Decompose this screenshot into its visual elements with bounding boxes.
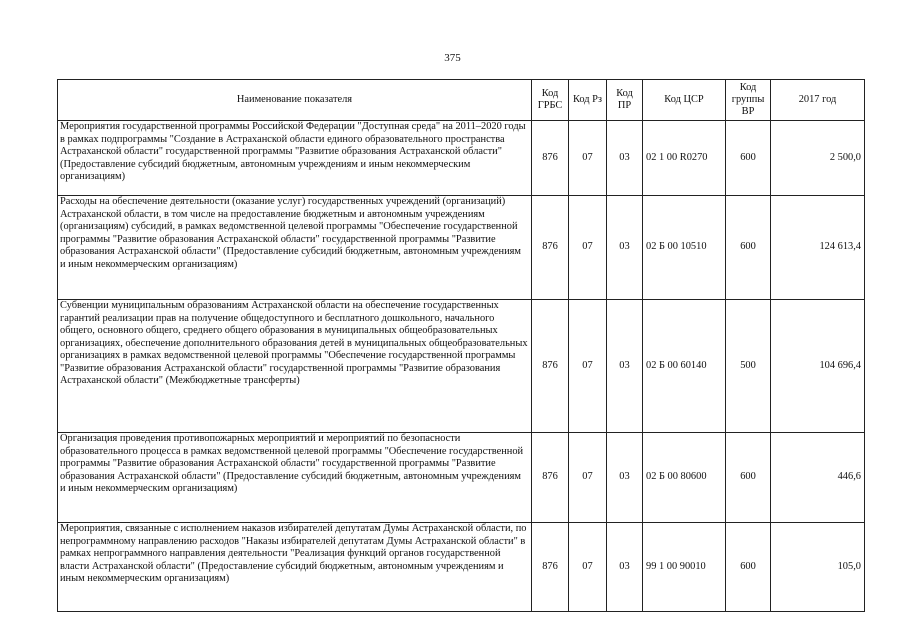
row-grbs: 876 (532, 196, 569, 300)
row-amount: 124 613,4 (771, 196, 865, 300)
table-row (58, 196, 865, 300)
row-amount: 104 696,4 (771, 300, 865, 433)
row-grbs: 876 (532, 300, 569, 433)
row-rz: 07 (569, 300, 607, 433)
row-pr: 03 (607, 523, 643, 612)
row-csr: 02 Б 00 60140 (643, 300, 726, 433)
row-csr: 02 Б 00 10510 (643, 196, 726, 300)
row-pr: 03 (607, 433, 643, 523)
row-vr: 600 (726, 196, 771, 300)
row-grbs: 876 (532, 523, 569, 612)
row-rz: 07 (569, 121, 607, 196)
table-header-row (58, 80, 865, 121)
row-name: Субвенции муниципальным образованиям Астраханской области на обеспечение государственных гарантий реализации прав на получение общедоступного и бесплатного дошкольного, начального общего, основного общего, среднего общего образования в муниципальных общеобразовательных организациях, обеспечение дополнительного образования детей в муниципальных общеобразовательных организациях в рамках ведомственной целевой программы "Обеспечение государственной программы "Развитие образования Астраханской области" государственной программы "Развитие образования Астраханской области" (Межбюджетные трансферты) (58, 300, 532, 433)
row-name: Расходы на обеспечение деятельности (оказание услуг) государственных учреждений (организаций) Астраханской области, в том числе на предоставление бюджетным и автономным учреждениям (организациям) субсидий, в рамках ведомственной целевой программы "Обеспечение государственной программы "Развитие образования Астраханской области" государственной программы "Развитие образования Астраханской области" (Предоставление субсидий бюджетным, автономным учреждениям и иным некоммерческим организациям) (58, 196, 532, 300)
row-pr: 03 (607, 121, 643, 196)
header-name: Наименование показателя (58, 80, 532, 121)
budget-table (57, 79, 865, 612)
row-grbs: 876 (532, 121, 569, 196)
row-name: Мероприятия государственной программы Российской Федерации "Доступная среда" на 2011–2020 годы в рамках подпрограммы "Создание в Астраханской области единого образовательного пространства Астраханской области" государственной программы "Развитие образования Астраханской области" (Предоставление субсидий бюджетным, автономным учреждениям и иным некоммерческим организациям) (58, 121, 532, 196)
row-rz: 07 (569, 523, 607, 612)
table-row (58, 433, 865, 523)
row-amount: 105,0 (771, 523, 865, 612)
row-grbs: 876 (532, 433, 569, 523)
row-name: Мероприятия, связанные с исполнением наказов избирателей депутатам Думы Астраханской области, по непрограммному направлению расходов "Наказы избирателей депутатам Думы Астраханской области" в рамках непрограммного направления деятельности "Реализация функций органов государственной власти Астраханской области" (Предоставление субсидий бюджетным, автономным учреждениям и иным некоммерческим организациям) (58, 523, 532, 612)
row-csr: 02 1 00 R0270 (643, 121, 726, 196)
row-vr: 600 (726, 523, 771, 612)
row-vr: 600 (726, 433, 771, 523)
row-pr: 03 (607, 196, 643, 300)
table-row (58, 300, 865, 433)
header-csr: Код ЦСР (643, 80, 726, 121)
row-csr: 02 Б 00 80600 (643, 433, 726, 523)
header-year: 2017 год (771, 80, 865, 121)
header-vr: Код группы ВР (726, 80, 771, 121)
row-rz: 07 (569, 196, 607, 300)
row-vr: 600 (726, 121, 771, 196)
header-rz: Код Рз (569, 80, 607, 121)
page-number: 375 (444, 52, 461, 64)
row-csr: 99 1 00 90010 (643, 523, 726, 612)
header-pr: Код ПР (607, 80, 643, 121)
row-rz: 07 (569, 433, 607, 523)
row-pr: 03 (607, 300, 643, 433)
row-vr: 500 (726, 300, 771, 433)
row-amount: 446,6 (771, 433, 865, 523)
table-row (58, 523, 865, 612)
header-grbs: Код ГРБС (532, 80, 569, 121)
table-row (58, 121, 865, 196)
row-name: Организация проведения противопожарных мероприятий и мероприятий по безопасности образовательного процесса в рамках ведомственной целевой программы "Обеспечение государственной программы "Развитие образования Астраханской области" государственной программы "Развитие образования Астраханской области" (Предоставление субсидий бюджетным, автономным учреждениям и иным некоммерческим организациям) (58, 433, 532, 523)
row-amount: 2 500,0 (771, 121, 865, 196)
